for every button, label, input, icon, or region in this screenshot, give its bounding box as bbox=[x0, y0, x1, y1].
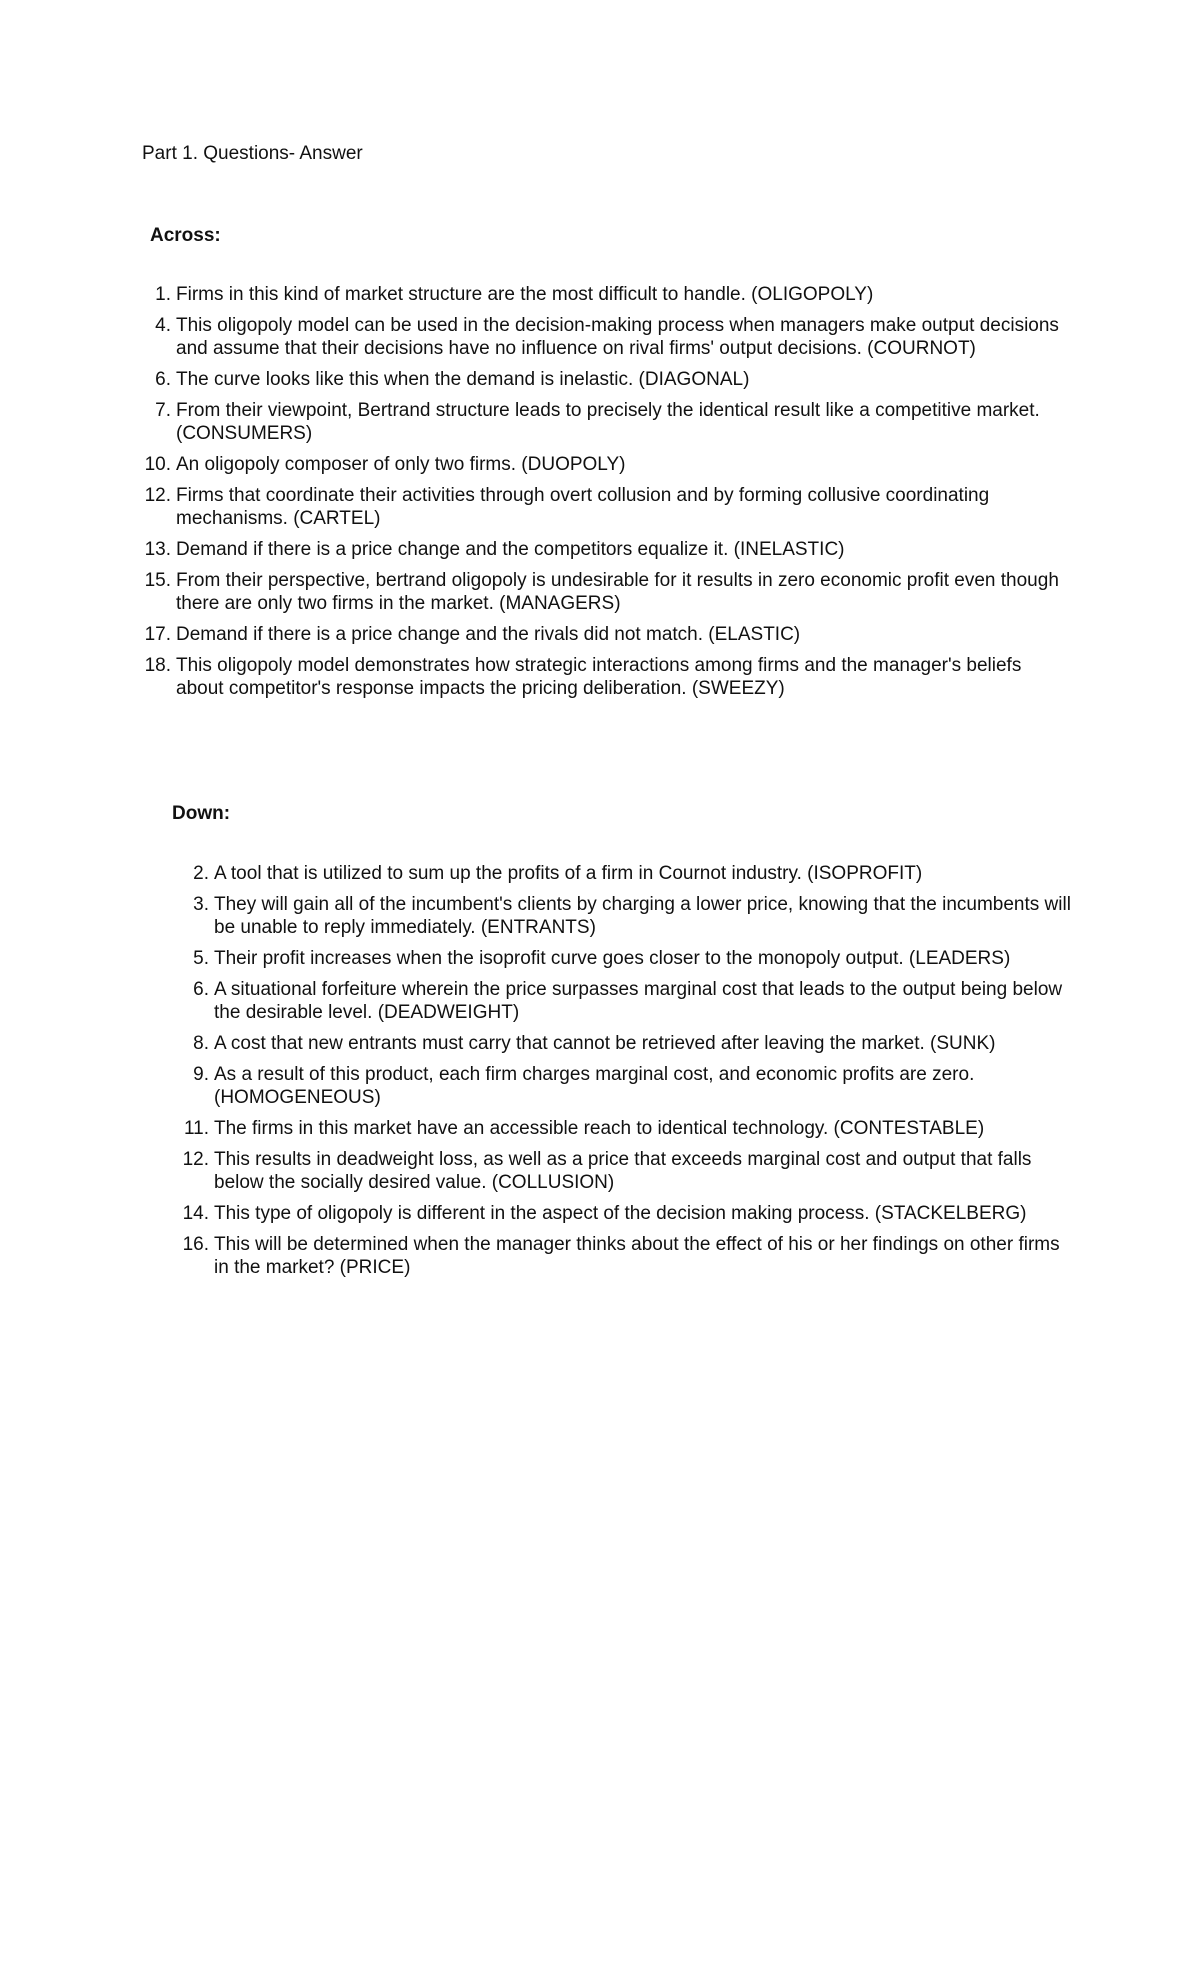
clue-number: 16. bbox=[182, 1234, 209, 1255]
clue-item bbox=[178, 1063, 1078, 1109]
clue-number: 13. bbox=[144, 539, 171, 560]
clue-item bbox=[178, 862, 1078, 885]
clue-number: 14. bbox=[182, 1203, 209, 1224]
clue-number: 6. bbox=[193, 979, 209, 1000]
clue-text: A situational forfeiture wherein the price surpasses marginal cost that leads to the output being below the desirable level. (DEADWEIGHT) bbox=[214, 979, 1063, 1023]
clue-item bbox=[140, 569, 1060, 615]
clue-text: Their profit increases when the isoprofit curve goes closer to the monopoly output. (LEADERS) bbox=[214, 948, 1011, 969]
clue-number: 1. bbox=[155, 284, 171, 305]
clue-text: Demand if there is a price change and the competitors equalize it. (INELASTIC) bbox=[176, 539, 845, 560]
clue-text: This oligopoly model demonstrates how strategic interactions among firms and the manager's beliefs about competitor's response impacts the pricing deliberation. (SWEEZY) bbox=[176, 655, 1022, 699]
clue-text: An oligopoly composer of only two firms. (DUOPOLY) bbox=[176, 454, 626, 475]
clue-number: 15. bbox=[144, 570, 171, 591]
across-heading: Across: bbox=[150, 225, 221, 246]
clue-item bbox=[140, 368, 1060, 391]
clue-item bbox=[178, 1117, 1078, 1140]
clue-text: They will gain all of the incumbent's clients by charging a lower price, knowing that the incumbents will be unable to reply immediately. (ENTRANTS) bbox=[214, 894, 1071, 938]
clue-item bbox=[140, 538, 1060, 561]
clue-number: 7. bbox=[155, 400, 171, 421]
clue-text: This results in deadweight loss, as well as a price that exceeds marginal cost and output that falls below the socially desired value. (COLLUSION) bbox=[214, 1149, 1032, 1193]
down-heading: Down: bbox=[172, 803, 231, 824]
clue-text: From their perspective, bertrand oligopoly is undesirable for it results in zero economic profit even though there are only two firms in the market. (MANAGERS) bbox=[176, 570, 1059, 614]
clue-text: This type of oligopoly is different in the aspect of the decision making process. (STACKELBERG) bbox=[214, 1203, 1027, 1224]
clue-text: The firms in this market have an accessible reach to identical technology. (CONTESTABLE) bbox=[214, 1118, 985, 1139]
clue-item bbox=[140, 654, 1060, 700]
clue-item bbox=[140, 623, 1060, 646]
clue-number: 17. bbox=[144, 624, 171, 645]
clue-number: 4. bbox=[155, 315, 171, 336]
clue-text: A cost that new entrants must carry that cannot be retrieved after leaving the market. (SUNK) bbox=[214, 1033, 996, 1054]
clue-number: 5. bbox=[193, 948, 209, 969]
clue-text: Demand if there is a price change and the rivals did not match. (ELASTIC) bbox=[176, 624, 801, 645]
clue-item bbox=[178, 978, 1078, 1024]
across-clue-list bbox=[140, 283, 1060, 708]
clue-item bbox=[140, 314, 1060, 360]
clue-text: Firms that coordinate their activities through overt collusion and by forming collusive coordinating mechanisms. (CARTEL) bbox=[176, 485, 990, 529]
clue-item bbox=[178, 1032, 1078, 1055]
clue-number: 11. bbox=[183, 1118, 209, 1139]
clue-number: 2. bbox=[193, 863, 209, 884]
clue-number: 12. bbox=[144, 485, 171, 506]
clue-item bbox=[140, 453, 1060, 476]
clue-item bbox=[140, 399, 1060, 445]
clue-number: 12. bbox=[182, 1149, 209, 1170]
clue-number: 6. bbox=[155, 369, 171, 390]
clue-text: As a result of this product, each firm charges marginal cost, and economic profits are zero. (HOMOGENEOUS) bbox=[214, 1064, 975, 1108]
clue-number: 3. bbox=[193, 894, 209, 915]
clue-item bbox=[178, 947, 1078, 970]
clue-item bbox=[140, 283, 1060, 306]
down-clue-list bbox=[178, 862, 1078, 1287]
clue-text: Firms in this kind of market structure are the most difficult to handle. (OLIGOPOLY) bbox=[176, 284, 874, 305]
clue-number: 9. bbox=[193, 1064, 209, 1085]
clue-text: The curve looks like this when the demand is inelastic. (DIAGONAL) bbox=[176, 369, 750, 390]
clue-item bbox=[178, 893, 1078, 939]
clue-item bbox=[140, 484, 1060, 530]
clue-text: This oligopoly model can be used in the decision-making process when managers make output decisions and assume that their decisions have no influence on rival firms' output decisions. (COURNOT) bbox=[176, 315, 1059, 359]
clue-item bbox=[178, 1233, 1078, 1279]
clue-item bbox=[178, 1202, 1078, 1225]
clue-text: From their viewpoint, Bertrand structure leads to precisely the identical result like a competitive market. (CONSUMERS) bbox=[176, 400, 1040, 444]
clue-number: 8. bbox=[193, 1033, 209, 1054]
page-title: Part 1. Questions- Answer bbox=[142, 143, 363, 164]
clue-number: 18. bbox=[144, 655, 171, 676]
clue-item bbox=[178, 1148, 1078, 1194]
clue-number: 10. bbox=[144, 454, 171, 475]
clue-text: This will be determined when the manager thinks about the effect of his or her findings on other firms in the market? (PRICE) bbox=[214, 1234, 1060, 1278]
clue-text: A tool that is utilized to sum up the profits of a firm in Cournot industry. (ISOPROFIT) bbox=[214, 863, 923, 884]
